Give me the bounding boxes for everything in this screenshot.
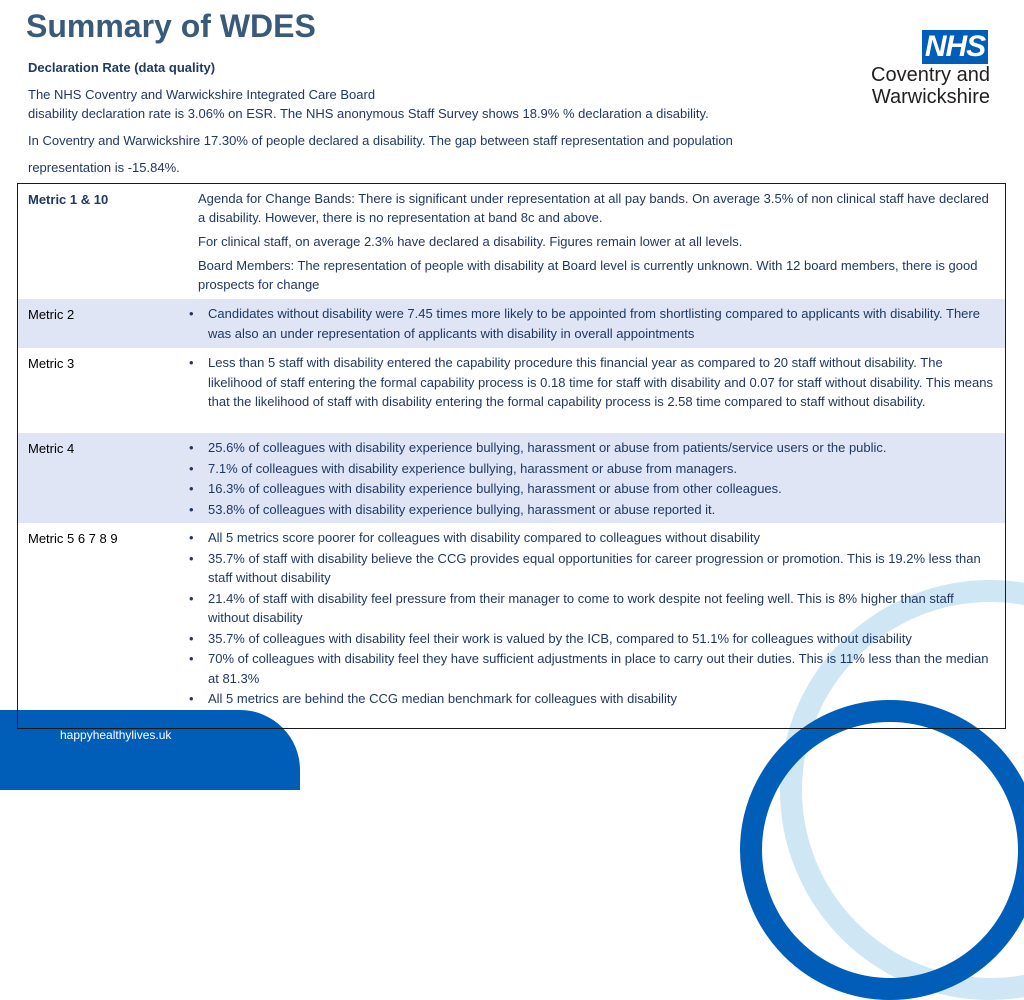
list-item bbox=[189, 549, 997, 588]
bullet-icon: • bbox=[189, 481, 194, 496]
bullet-icon: • bbox=[189, 355, 194, 370]
bullet-text: 7.1% of colleagues with disability experience bullying, harassment or abuse from managers. bbox=[208, 460, 737, 476]
list-item bbox=[189, 589, 997, 628]
table-row bbox=[18, 523, 1005, 728]
metric-label: Metric 4 bbox=[28, 441, 75, 456]
nhs-logo bbox=[870, 30, 990, 108]
description-paragraph: Agenda for Change Bands: There is significant under representation at all pay bands. On average 3.5% of non clinical staff have declared a disability. However, there is no representation at band 8c and above. bbox=[198, 191, 989, 225]
metric-label: Metric 3 bbox=[28, 356, 75, 371]
table-row bbox=[18, 299, 1005, 348]
bullet-text: 35.7% of colleagues with disability feel their work is valued by the ICB, compared to 51.1% for colleagues without disability bbox=[208, 630, 912, 646]
description-paragraph: For clinical staff, on average 2.3% have declared a disability. Figures remain lower at all levels. bbox=[198, 234, 743, 249]
page-title: Summary of WDES bbox=[26, 8, 316, 44]
bullet-icon: • bbox=[189, 691, 194, 706]
intro-heading: Declaration Rate (data quality) bbox=[28, 60, 216, 75]
bullet-icon: • bbox=[189, 590, 194, 606]
list-item bbox=[189, 629, 997, 649]
bullet-text: 70% of colleagues with disability feel they have sufficient adjustments in place to carry out their duties. This is 11% less than the median at 81.3% bbox=[208, 651, 989, 686]
list-item bbox=[189, 689, 997, 709]
decorative-arc-dark bbox=[740, 700, 1024, 1000]
list-item bbox=[189, 479, 997, 499]
bullet-text: 53.8% of colleagues with disability experience bullying, harassment or abuse reported it. bbox=[208, 501, 716, 517]
list-item bbox=[189, 459, 997, 479]
bullet-icon: • bbox=[189, 651, 194, 666]
metric-bullets bbox=[189, 528, 997, 710]
bullet-icon: • bbox=[189, 501, 194, 517]
table-row bbox=[18, 184, 1005, 299]
nhs-badge: NHS bbox=[922, 30, 988, 64]
bullet-text: Less than 5 staff with disability entered the capability procedure this financial year as compared to 20 staff without disability. The likelihood of staff entering the formal capability process is 0.18 time for staff with disability and 0.07 for staff without disability. This means that the likelihood of staff with disability entering the formal capability process is 2.58 time compared to staff without disability. bbox=[208, 355, 993, 409]
bullet-icon: • bbox=[189, 530, 194, 545]
list-item bbox=[189, 438, 997, 458]
metric-label: Metric 2 bbox=[28, 307, 75, 322]
list-item bbox=[189, 353, 997, 412]
wdes-summary-table bbox=[17, 183, 1006, 729]
metric-bullets bbox=[189, 304, 997, 344]
bullet-icon: • bbox=[189, 550, 194, 566]
bullet-text: All 5 metrics are behind the CCG median benchmark for colleagues with disability bbox=[208, 691, 677, 706]
description-paragraph: Board Members: The representation of people with disability at Board level is currently unknown. With 12 board members, there is good prospects for change bbox=[198, 258, 978, 292]
table-row bbox=[18, 348, 1005, 433]
bullet-text: 35.7% of staff with disability believe the CCG provides equal opportunities for career progression or promotion. This is 19.2% less than staff without disability bbox=[208, 550, 981, 585]
metric-bullets bbox=[189, 353, 997, 413]
bullet-text: All 5 metrics score poorer for colleagues with disability compared to colleagues without disability bbox=[208, 530, 761, 545]
metric-bullets bbox=[189, 438, 997, 520]
bullet-icon: • bbox=[189, 440, 194, 455]
intro-line-2: disability declaration rate is 3.06% on ESR. The NHS anonymous Staff Survey shows 18.9% % declaration a disability. bbox=[28, 106, 709, 121]
bullet-text: 16.3% of colleagues with disability experience bullying, harassment or abuse from other colleagues. bbox=[208, 481, 782, 496]
intro-line-3: In Coventry and Warwickshire 17.30% of people declared a disability. The gap between staff representation and population bbox=[28, 133, 733, 148]
list-item bbox=[189, 304, 997, 343]
intro-line-1: The NHS Coventry and Warwickshire Integrated Care Board bbox=[28, 87, 376, 102]
bullet-text: 25.6% of colleagues with disability experience bullying, harassment or abuse from patients/service users or the public. bbox=[208, 440, 887, 455]
metric-label: Metric 5 6 7 8 9 bbox=[28, 531, 118, 546]
metric-label: Metric 1 & 10 bbox=[28, 192, 109, 207]
logo-line-1: Coventry and bbox=[871, 64, 990, 86]
metric-description bbox=[198, 189, 997, 299]
bullet-icon: • bbox=[189, 630, 194, 646]
list-item bbox=[189, 649, 997, 688]
bullet-icon: • bbox=[189, 460, 194, 476]
list-item bbox=[189, 528, 997, 548]
list-item bbox=[189, 500, 997, 520]
logo-line-2: Warwickshire bbox=[871, 86, 990, 108]
footer-link[interactable]: happyhealthylives.uk bbox=[60, 728, 172, 742]
bullet-text: Candidates without disability were 7.45 times more likely to be appointed from shortlisting compared to applicants with disability. There was also an under representation of applicants with disability in overall appointments bbox=[208, 306, 980, 341]
bullet-icon: • bbox=[189, 306, 194, 321]
bullet-text: 21.4% of staff with disability feel pressure from their manager to come to work despite not feeling well. This is 8% higher than staff without disability bbox=[208, 590, 954, 625]
intro-line-4: representation is -15.84%. bbox=[28, 160, 180, 175]
table-row bbox=[18, 433, 1005, 523]
